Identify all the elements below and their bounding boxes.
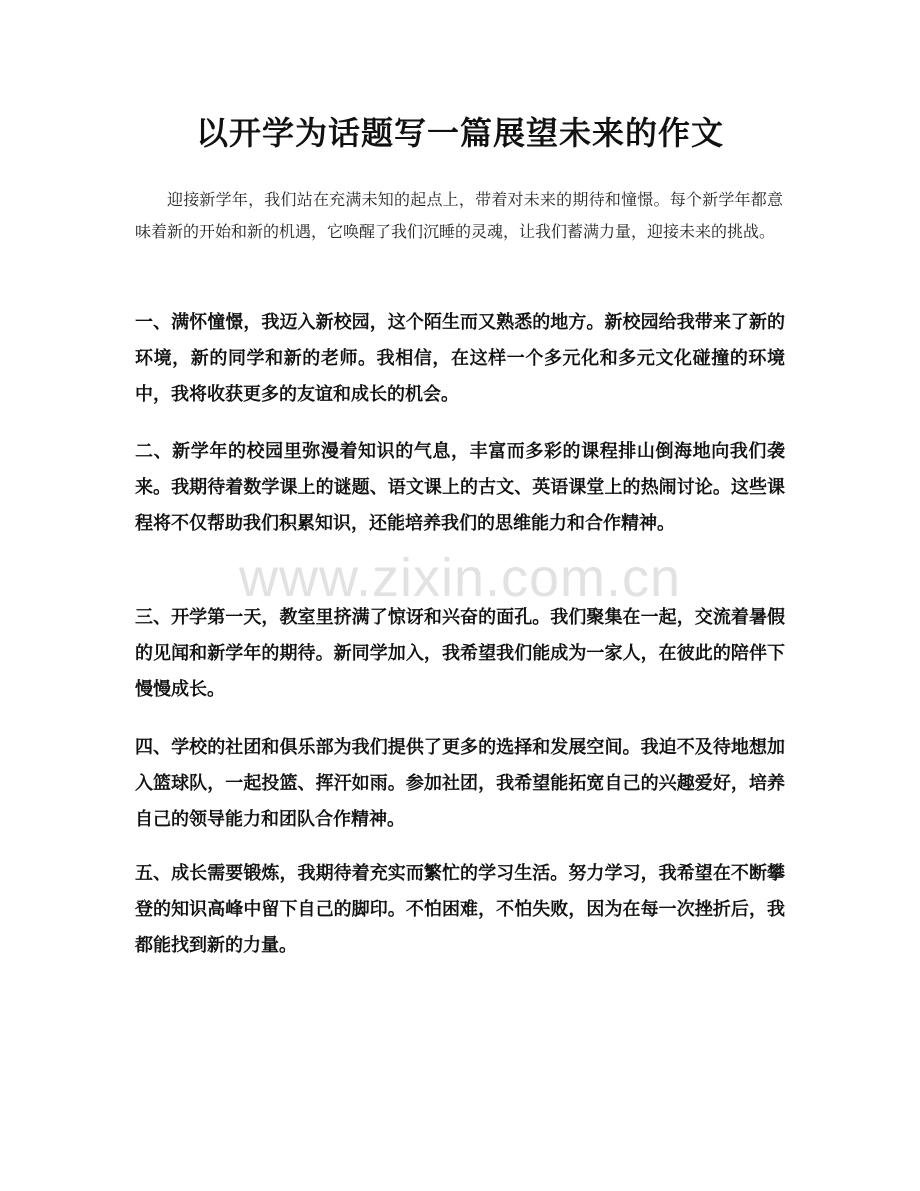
section-paragraph-1: 一、满怀憧憬，我迈入新校园，这个陌生而又熟悉的地方。新校园给我带来了新的环境，新的同学和新的老师。我相信，在这样一个多元化和多元文化碰撞的环境中，我将收获更多的友谊和成长的机会。 bbox=[135, 312, 785, 405]
section-paragraph-2: 二、新学年的校园里弥漫着知识的气息，丰富而多彩的课程排山倒海地向我们袭来。我期待着数学课上的谜题、语文课上的古文、英语课堂上的热闹讨论。这些课程将不仅帮助我们积累知识，还能培养我们的思维能力和合作精神。 bbox=[135, 441, 785, 534]
page-title: 以开学为话题写一篇展望未来的作文 bbox=[195, 114, 724, 152]
watermark: www.zixin.com.cn bbox=[238, 548, 682, 608]
section-paragraph-5: 五、成长需要锻炼，我期待着充实而繁忙的学习生活。努力学习，我希望在不断攀登的知识高峰中留下自己的脚印。不怕困难，不怕失败，因为在每一次挫折后，我都能找到新的力量。 bbox=[135, 863, 785, 956]
intro-paragraph: 迎接新学年，我们站在充满未知的起点上，带着对未来的期待和憧憬。每个新学年都意味着新的开始和新的机遇，它唤醒了我们沉睡的灵魂，让我们蓄满力量，迎接未来的挑战。 bbox=[135, 190, 783, 241]
section-paragraph-4: 四、学校的社团和俱乐部为我们提供了更多的选择和发展空间。我迫不及待地想加入篮球队，一起投篮、挥汗如雨。参加社团，我希望能拓宽自己的兴趣爱好，培养自己的领导能力和团队合作精神。 bbox=[135, 737, 785, 830]
section-paragraph-3: 三、开学第一天，教室里挤满了惊讶和兴奋的面孔。我们聚集在一起，交流着暑假的见闻和新学年的期待。新同学加入，我希望我们能成为一家人，在彼此的陪伴下慢慢成长。 bbox=[135, 607, 785, 700]
